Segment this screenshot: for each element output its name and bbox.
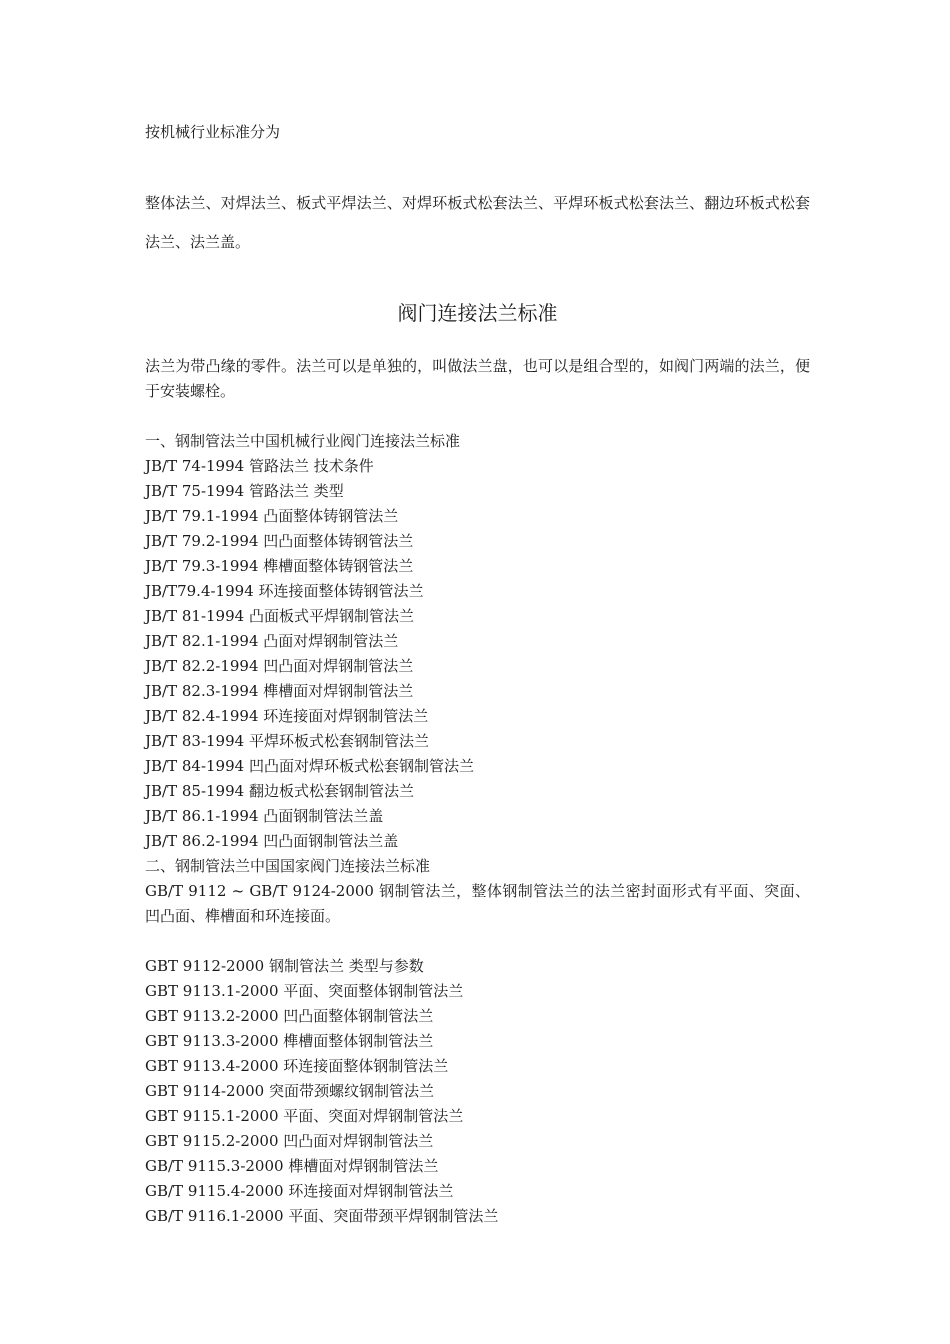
standard-item: JB/T 85-1994 翻边板式松套钢制管法兰 (145, 782, 414, 800)
section2-summary: GB/T 9112 ~ GB/T 9124-2000 钢制管法兰，整体钢制管法兰的法兰密封面形式有平面、突面、凹凸面、榫槽面和环连接面。 (145, 882, 810, 925)
standard-item: JB/T 86.2-1994 凹凸面钢制管法兰盖 (145, 832, 399, 850)
standard-item: GBT 9115.1-2000 平面、突面对焊钢制管法兰 (145, 1107, 464, 1125)
section2-heading: 二、钢制管法兰中国国家阀门连接法兰标准 (145, 857, 431, 875)
standard-item: JB/T 82.1-1994 凸面对焊钢制管法兰 (145, 632, 399, 650)
section1-list (145, 454, 810, 854)
standard-item: GB/T 9115.3-2000 榫槽面对焊钢制管法兰 (145, 1157, 439, 1175)
section2-list (145, 954, 810, 1229)
standard-item: JB/T 82.4-1994 环连接面对焊钢制管法兰 (145, 707, 429, 725)
standard-item: JB/T 82.2-1994 凹凸面对焊钢制管法兰 (145, 657, 414, 675)
standard-item: JB/T 79.2-1994 凹凸面整体铸钢管法兰 (145, 532, 414, 550)
standard-item: GBT 9114-2000 突面带颈螺纹钢制管法兰 (145, 1082, 434, 1100)
standard-item: GBT 9115.2-2000 凹凸面对焊钢制管法兰 (145, 1132, 434, 1150)
standard-item: JB/T 79.3-1994 榫槽面整体铸钢管法兰 (145, 557, 414, 575)
standard-item: GBT 9112-2000 钢制管法兰 类型与参数 (145, 957, 424, 975)
standard-item: JB/T 81-1994 凸面板式平焊钢制管法兰 (145, 607, 414, 625)
standard-item: JB/T 74-1994 管路法兰 技术条件 (145, 457, 374, 475)
intro-heading: 按机械行业标准分为 (145, 123, 281, 141)
standard-item: JB/T 86.1-1994 凸面钢制管法兰盖 (145, 807, 384, 825)
standard-item: GB/T 9116.1-2000 平面、突面带颈平焊钢制管法兰 (145, 1207, 499, 1225)
definition-paragraph: 法兰为带凸缘的零件。法兰可以是单独的，叫做法兰盘，也可以是组合型的，如阀门两端的法兰，便于安装螺栓。 (145, 357, 810, 400)
standard-item: GBT 9113.3-2000 榫槽面整体钢制管法兰 (145, 1032, 434, 1050)
standard-item: GBT 9113.4-2000 环连接面整体钢制管法兰 (145, 1057, 449, 1075)
standard-item: GBT 9113.1-2000 平面、突面整体钢制管法兰 (145, 982, 464, 1000)
flange-types-paragraph: 整体法兰、对焊法兰、板式平焊法兰、对焊环板式松套法兰、平焊环板式松套法兰、翻边环板式松套法兰、法兰盖。 (145, 194, 810, 251)
standard-item: JB/T 75-1994 管路法兰 类型 (145, 482, 344, 500)
standard-item: JB/T79.4-1994 环连接面整体铸钢管法兰 (145, 582, 424, 600)
section1-heading: 一、钢制管法兰中国机械行业阀门连接法兰标准 (145, 432, 461, 450)
standard-item: GBT 9113.2-2000 凹凸面整体钢制管法兰 (145, 1007, 434, 1025)
standard-item: JB/T 79.1-1994 凸面整体铸钢管法兰 (145, 507, 399, 525)
document-body (145, 120, 810, 1229)
standard-item: GB/T 9115.4-2000 环连接面对焊钢制管法兰 (145, 1182, 454, 1200)
standard-item: JB/T 83-1994 平焊环板式松套钢制管法兰 (145, 732, 429, 750)
document-title: 阀门连接法兰标准 (397, 301, 558, 325)
standard-item: JB/T 82.3-1994 榫槽面对焊钢制管法兰 (145, 682, 414, 700)
standard-item: JB/T 84-1994 凹凸面对焊环板式松套钢制管法兰 (145, 757, 474, 775)
